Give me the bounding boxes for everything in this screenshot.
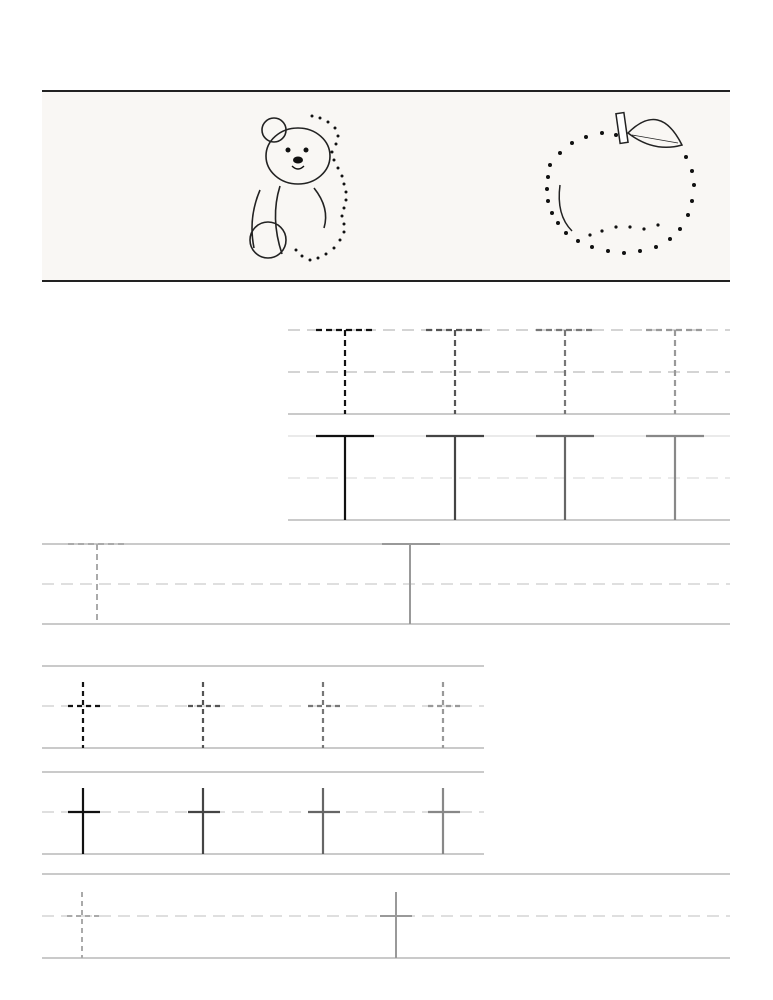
teddy-bear-dot-to-dot-icon <box>240 108 360 268</box>
lowercase-t-trace-block <box>42 660 492 860</box>
lowercase-t-dot-to-dot <box>550 652 660 852</box>
uppercase-t-dot-to-dot <box>78 282 248 514</box>
tangerine-dot-to-dot-icon <box>530 105 720 265</box>
uppercase-t-trace-block <box>288 326 730 522</box>
uppercase-practice-row <box>42 540 732 630</box>
lowercase-practice-row <box>42 870 732 962</box>
